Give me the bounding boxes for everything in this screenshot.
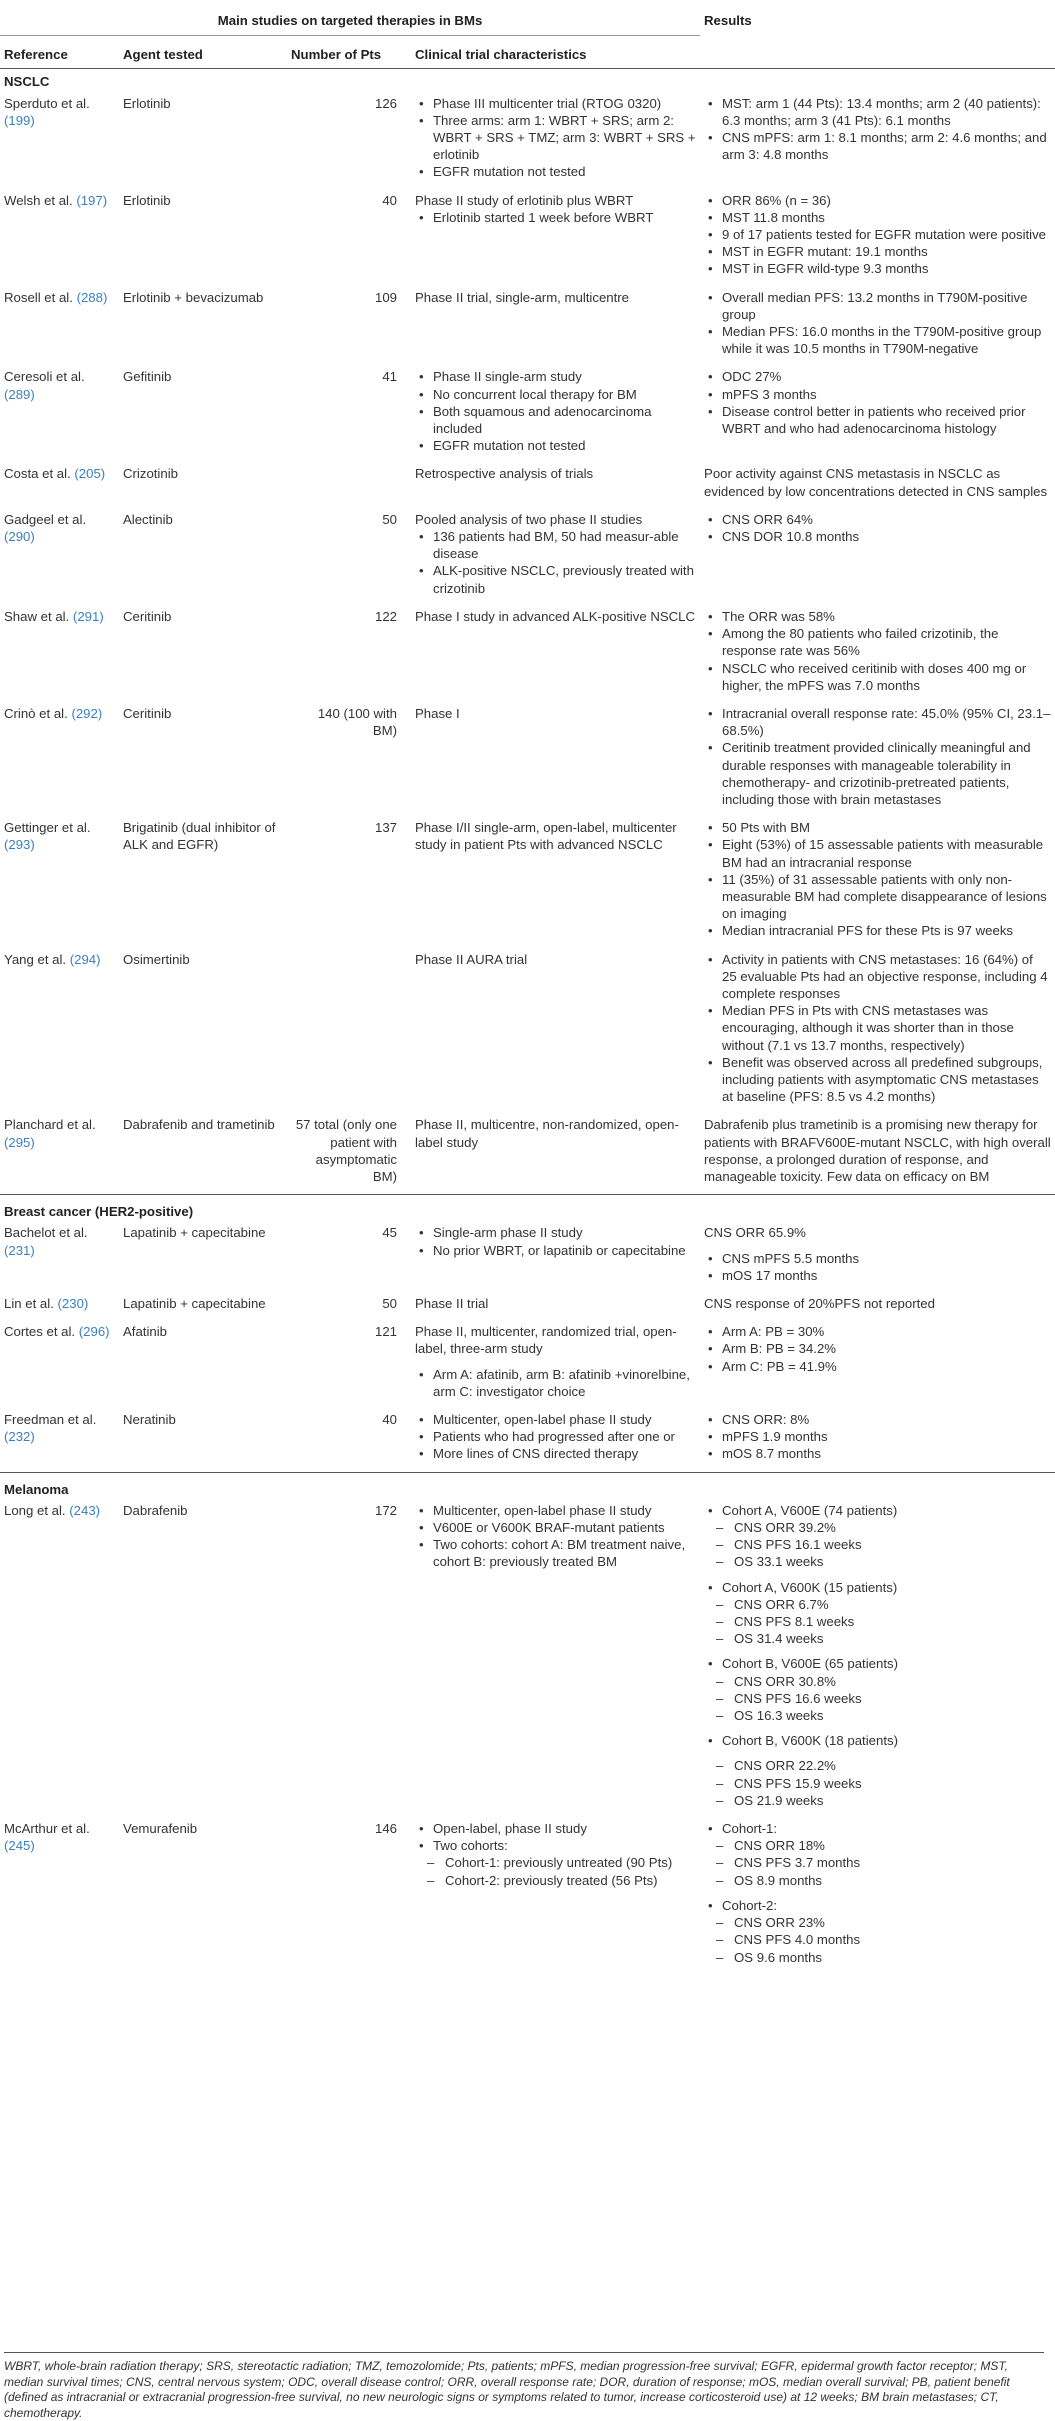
characteristics-list-text: Phase II AURA trial bbox=[415, 951, 528, 967]
cell-agent: Ceritinib bbox=[123, 705, 172, 721]
cell-results bbox=[700, 1222, 1055, 1293]
table-row bbox=[0, 949, 1055, 1115]
cell-reference bbox=[0, 463, 119, 508]
column-header-pts: Number of Pts bbox=[287, 36, 411, 69]
results-list bbox=[704, 1820, 1051, 1889]
bullet-item: • CNS mPFS: arm 1: 8.1 months; arm 2: 4.6 months; and arm 3: 4.8 months bbox=[704, 129, 1051, 163]
cell-number-of-pts: 172 bbox=[374, 1502, 397, 1518]
reference-author: Rosell et al. bbox=[4, 289, 73, 305]
dash-item: – CNS PFS 8.1 weeks bbox=[704, 1613, 1051, 1630]
cell-characteristics bbox=[411, 1114, 700, 1194]
reference-author: Costa et al. bbox=[4, 466, 71, 482]
characteristics-list-text: Phase II, multicenter, randomized trial, open-label, three-arm study bbox=[415, 1324, 677, 1357]
reference-citation-link[interactable]: (292) bbox=[71, 705, 103, 721]
reference-author: Welsh et al. bbox=[4, 192, 73, 208]
cell-results bbox=[700, 817, 1055, 948]
dash-item: – OS 31.4 weeks bbox=[704, 1630, 1051, 1647]
bullet-item: • EGFR mutation not tested bbox=[415, 163, 696, 180]
bullet-item: • Ceritinib treatment provided clinically meaningful and durable responses with manageable tolerability in chemotherapy- and crizotinib-pretreated patients, including those with brain metastases bbox=[704, 739, 1051, 808]
bullet-item: • Arm B: PB = 34.2% bbox=[704, 1340, 1051, 1357]
cell-characteristics bbox=[411, 93, 700, 190]
cell-number-of-pts: 40 bbox=[382, 1412, 397, 1428]
bullet-item: • CNS ORR 64% bbox=[704, 511, 1051, 528]
bullet-item: • Open-label, phase II study bbox=[415, 1820, 696, 1837]
cell-agent: Vemurafenib bbox=[123, 1821, 198, 1837]
cell-characteristics bbox=[411, 1222, 700, 1293]
cell-results bbox=[700, 190, 1055, 287]
cell-number-of-pts bbox=[287, 463, 411, 508]
cell-results bbox=[700, 1114, 1055, 1194]
bullet-item: • Benefit was observed across all predefined subgroups, including patients with asymptomatic CNS metastases at baseline (PFS: 8.5 vs 4.2 months) bbox=[704, 1054, 1051, 1106]
reference-citation-link[interactable]: (290) bbox=[4, 529, 35, 545]
cell-number-of-pts: 50 bbox=[382, 1296, 397, 1311]
reference-author: Lin et al. bbox=[4, 1296, 54, 1311]
bullet-item: • Cohort B, V600K (18 patients) bbox=[704, 1732, 1051, 1749]
bullet-item: • ODC 27% bbox=[704, 368, 1051, 385]
results-list bbox=[704, 1655, 1051, 1724]
bullet-item: • mOS 8.7 months bbox=[704, 1445, 1051, 1462]
bullet-item: • NSCLC who received ceritinib with doses 400 mg or higher, the mPFS was 7.0 months bbox=[704, 660, 1051, 694]
bullet-item: • Cohort B, V600E (65 patients) bbox=[704, 1655, 1051, 1672]
bullet-item: • Three arms: arm 1: WBRT + SRS; arm 2: WBRT + SRS + TMZ; arm 3: WBRT + SRS + erlotinib bbox=[415, 112, 696, 164]
reference-citation-link[interactable]: (293) bbox=[4, 837, 35, 853]
reference-author: Shaw et al. bbox=[4, 608, 70, 624]
dash-item: – CNS PFS 16.6 weeks bbox=[704, 1690, 1051, 1707]
column-header-reference: Reference bbox=[0, 36, 119, 69]
characteristics-list bbox=[415, 1224, 696, 1258]
bullet-item: • Patients who had progressed after one or bbox=[415, 1428, 696, 1445]
column-header-characteristics: Clinical trial characteristics bbox=[411, 36, 700, 69]
cell-results bbox=[700, 93, 1055, 190]
section-title: Melanoma bbox=[0, 1472, 1055, 1500]
results-list bbox=[704, 705, 1051, 808]
bullet-item: • CNS DOR 10.8 months bbox=[704, 528, 1051, 545]
bullet-item: • Among the 80 patients who failed crizotinib, the response rate was 56% bbox=[704, 625, 1051, 659]
cell-reference bbox=[0, 366, 119, 463]
dash-item: – Cohort-1: previously untreated (90 Pts) bbox=[415, 1854, 696, 1871]
cell-characteristics bbox=[411, 1409, 700, 1472]
cell-agent: Erlotinib bbox=[123, 192, 171, 208]
column-header-row bbox=[0, 36, 1055, 69]
cell-number-of-pts: 50 bbox=[382, 511, 397, 527]
bullet-item: • ORR 86% (n = 36) bbox=[704, 192, 1051, 209]
cell-reference bbox=[0, 287, 119, 367]
bullet-item: • Erlotinib started 1 week before WBRT bbox=[415, 209, 696, 226]
characteristics-list bbox=[415, 1366, 696, 1400]
cell-reference bbox=[0, 1818, 119, 1975]
cell-agent: Crizotinib bbox=[123, 466, 178, 482]
results-list bbox=[704, 95, 1051, 164]
cell-characteristics bbox=[411, 703, 700, 817]
reference-author: Cortes et al. bbox=[4, 1324, 76, 1340]
bullet-item: • Cohort-1: bbox=[704, 1820, 1051, 1837]
cell-agent: Lapatinib + capecitabine bbox=[123, 1225, 266, 1241]
reference-citation-link[interactable]: (289) bbox=[4, 386, 35, 402]
bullet-item: • Eight (53%) of 15 assessable patients with measurable BM had an intracranial response bbox=[704, 836, 1051, 870]
cell-number-of-pts bbox=[287, 949, 411, 1115]
cell-results bbox=[700, 1500, 1055, 1818]
results-list bbox=[704, 1323, 1051, 1375]
characteristics-list-text: Phase I bbox=[415, 705, 460, 721]
group-header-studies: Main studies on targeted therapies in BMs bbox=[0, 8, 700, 36]
dash-item: – CNS ORR 23% bbox=[704, 1914, 1051, 1931]
cell-reference bbox=[0, 190, 119, 287]
dash-item: – CNS PFS 4.0 months bbox=[704, 1931, 1051, 1948]
cell-agent: Erlotinib bbox=[123, 95, 171, 111]
bullet-item: • Phase II single-arm study bbox=[415, 368, 696, 385]
reference-author: Yang et al. bbox=[4, 951, 67, 967]
table-row bbox=[0, 1293, 1055, 1321]
dash-item: – CNS PFS 16.1 weeks bbox=[704, 1536, 1051, 1553]
cell-number-of-pts: 126 bbox=[374, 95, 397, 111]
cell-reference bbox=[0, 93, 119, 190]
list-gap bbox=[704, 1889, 1051, 1897]
cell-results bbox=[700, 606, 1055, 703]
cell-reference bbox=[0, 1114, 119, 1194]
reference-citation-link[interactable]: (232) bbox=[4, 1429, 35, 1445]
bullet-item: • More lines of CNS directed therapy bbox=[415, 1445, 696, 1462]
table-body bbox=[0, 69, 1055, 1975]
cell-characteristics bbox=[411, 817, 700, 948]
list-gap bbox=[704, 1242, 1051, 1250]
cell-characteristics bbox=[411, 1293, 700, 1321]
characteristics-list bbox=[415, 1820, 696, 1889]
reference-citation-link[interactable]: (294) bbox=[69, 951, 101, 967]
results-list-text: Dabrafenib plus trametinib is a promising new therapy for patients with BRAFV600E-mutant NSCLC, with high overall response, a prolonged duration of response, and manageable toxicity. Few data on efficacy on BM bbox=[704, 1117, 1051, 1184]
cell-characteristics bbox=[411, 606, 700, 703]
bullet-item: • mPFS 3 months bbox=[704, 386, 1051, 403]
results-list bbox=[704, 1502, 1051, 1571]
characteristics-list-text: Retrospective analysis of trials bbox=[415, 466, 594, 482]
bullet-item: • CNS mPFS 5.5 months bbox=[704, 1250, 1051, 1267]
table-row bbox=[0, 1222, 1055, 1293]
bullet-item: • ALK-positive NSCLC, previously treated with crizotinib bbox=[415, 562, 696, 596]
dash-item: – OS 21.9 weeks bbox=[704, 1792, 1051, 1809]
reference-author: Sperduto et al. bbox=[4, 95, 90, 111]
cell-characteristics bbox=[411, 366, 700, 463]
characteristics-list bbox=[415, 95, 696, 181]
list-gap bbox=[704, 1724, 1051, 1732]
reference-author: Freedman et al. bbox=[4, 1412, 97, 1428]
column-header-results bbox=[700, 36, 1055, 69]
results-list bbox=[704, 1250, 1051, 1284]
characteristics-list-text: Phase I study in advanced ALK-positive NSCLC bbox=[415, 608, 696, 624]
results-list bbox=[704, 368, 1051, 437]
cell-agent: Neratinib bbox=[123, 1412, 176, 1428]
results-list bbox=[704, 951, 1051, 1106]
cell-results bbox=[700, 463, 1055, 508]
cell-agent: Dabrafenib bbox=[123, 1502, 188, 1518]
results-list bbox=[704, 511, 1051, 545]
section-title: NSCLC bbox=[4, 74, 50, 90]
bullet-item: • 136 patients had BM, 50 had measur-able disease bbox=[415, 528, 696, 562]
reference-citation-link[interactable]: (231) bbox=[4, 1242, 35, 1258]
characteristics-list-text: Phase II study of erlotinib plus WBRT bbox=[415, 192, 634, 208]
dash-item: – CNS ORR 30.8% bbox=[704, 1673, 1051, 1690]
cell-results bbox=[700, 1818, 1055, 1975]
reference-citation-link[interactable]: (295) bbox=[4, 1134, 35, 1150]
cell-agent: Afatinib bbox=[123, 1324, 167, 1340]
table-row bbox=[0, 190, 1055, 287]
bullet-item: • Multicenter, open-label phase II study bbox=[415, 1411, 696, 1428]
bullet-item: • Median PFS: 16.0 months in the T790M-positive group while it was 10.5 months in T790M-negative bbox=[704, 323, 1051, 357]
results-list bbox=[704, 1579, 1051, 1648]
table-row bbox=[0, 606, 1055, 703]
cell-characteristics bbox=[411, 463, 700, 508]
group-header-results: Results bbox=[704, 13, 752, 29]
cell-results bbox=[700, 366, 1055, 463]
dash-item: – CNS PFS 15.9 weeks bbox=[704, 1775, 1051, 1792]
results-list-text: Poor activity against CNS metastasis in NSCLC as evidenced by low concentrations detected in CNS samples bbox=[704, 466, 1048, 499]
section-header-row bbox=[0, 1195, 1055, 1223]
reference-author: Long et al. bbox=[4, 1502, 66, 1518]
bullet-item: • 11 (35%) of 31 assessable patients with only non-measurable BM had complete disappearance of lesions on imaging bbox=[704, 871, 1051, 923]
cell-reference bbox=[0, 1500, 119, 1818]
bullet-item: • Cohort A, V600E (74 patients) bbox=[704, 1502, 1051, 1519]
cell-reference bbox=[0, 1222, 119, 1293]
cell-agent: Dabrafenib and trametinib bbox=[123, 1117, 275, 1133]
dash-item: – OS 16.3 weeks bbox=[704, 1707, 1051, 1724]
bullet-item: • Arm A: PB = 30% bbox=[704, 1323, 1051, 1340]
table-row bbox=[0, 463, 1055, 508]
table-row bbox=[0, 1500, 1055, 1818]
bullet-item: • Multicenter, open-label phase II study bbox=[415, 1502, 696, 1519]
cell-agent: Osimertinib bbox=[123, 951, 190, 967]
table-row bbox=[0, 1114, 1055, 1194]
bullet-item: • MST in EGFR wild-type 9.3 months bbox=[704, 260, 1051, 277]
cell-results bbox=[700, 1293, 1055, 1321]
table-row bbox=[0, 1321, 1055, 1409]
cell-results bbox=[700, 703, 1055, 817]
cell-results bbox=[700, 949, 1055, 1115]
cell-characteristics bbox=[411, 1500, 700, 1818]
list-gap bbox=[704, 1647, 1051, 1655]
section-title: Breast cancer (HER2-positive) bbox=[0, 1195, 1055, 1223]
list-gap bbox=[704, 1571, 1051, 1579]
dash-item: – CNS PFS 3.7 months bbox=[704, 1854, 1051, 1871]
characteristics-list bbox=[415, 368, 696, 454]
cell-number-of-pts: 41 bbox=[382, 369, 397, 385]
cell-reference bbox=[0, 1293, 119, 1321]
cell-number-of-pts: 140 (100 with BM) bbox=[317, 705, 397, 739]
section-header-row bbox=[0, 69, 1055, 93]
bullet-item: • Median intracranial PFS for these Pts is 97 weeks bbox=[704, 922, 1051, 939]
cell-agent: Ceritinib bbox=[123, 608, 172, 624]
cell-reference bbox=[0, 606, 119, 703]
bullet-item: • Disease control better in patients who received prior WBRT and who had adenocarcinoma histology bbox=[704, 403, 1051, 437]
bullet-item: • 9 of 17 patients tested for EGFR mutation were positive bbox=[704, 226, 1051, 243]
table-row bbox=[0, 817, 1055, 948]
footnote-text: WBRT, whole-brain radiation therapy; SRS, stereotactic radiation; TMZ, temozolomide; Pts, patients; mPFS, median progression-free survival; EGFR, epidermal growth factor receptor; MST, median survival times; CNS, central nervous system; ODC, overall disease control; ORR, overall response rate; DOR, duration of response; mOS, median overall survival; PB, patient benefit (defined as intracranial or extracranial progression-free survival, no new neurologic signs or symptoms related to tumor, increase corticosteroid use) at 12 weeks; BM brain metastases; CT, chemotherapy. bbox=[4, 2359, 1010, 2420]
list-gap bbox=[704, 1749, 1051, 1757]
dash-item: – CNS ORR 39.2% bbox=[704, 1519, 1051, 1536]
reference-citation-link[interactable]: (199) bbox=[4, 112, 35, 128]
characteristics-list-text: Phase II, multicentre, non-randomized, open-label study bbox=[415, 1117, 679, 1150]
characteristics-list-text: Pooled analysis of two phase II studies bbox=[415, 511, 643, 527]
cell-agent: Erlotinib + bevacizumab bbox=[123, 289, 264, 305]
results-list bbox=[704, 1897, 1051, 1966]
results-list bbox=[704, 608, 1051, 694]
cell-reference bbox=[0, 817, 119, 948]
cell-results bbox=[700, 509, 1055, 606]
characteristics-list-text: Phase II trial bbox=[415, 1296, 489, 1311]
cell-characteristics bbox=[411, 287, 700, 367]
dash-item: – OS 8.9 months bbox=[704, 1872, 1051, 1889]
dash-item: – CNS ORR 18% bbox=[704, 1837, 1051, 1854]
cell-number-of-pts: 146 bbox=[374, 1821, 397, 1837]
dash-item: – CNS ORR 22.2% bbox=[704, 1757, 1051, 1774]
results-list-text: CNS ORR 65.9% bbox=[704, 1225, 806, 1241]
cell-agent: Brigatinib (dual inhibitor of ALK and EGFR) bbox=[123, 820, 276, 853]
reference-author: Ceresoli et al. bbox=[4, 369, 85, 385]
table-row bbox=[0, 1818, 1055, 1975]
dash-item: – Cohort-2: previously treated (56 Pts) bbox=[415, 1872, 696, 1889]
reference-citation-link[interactable]: (296) bbox=[78, 1324, 110, 1340]
group-header-row bbox=[0, 8, 1055, 36]
results-list bbox=[704, 1411, 1051, 1463]
table-row bbox=[0, 1409, 1055, 1472]
bullet-item: • Median PFS in Pts with CNS metastases was encouraging, although it was shorter than in those without (7.1 vs 13.7 months, respectively) bbox=[704, 1002, 1051, 1054]
bullet-item: • 50 Pts with BM bbox=[704, 819, 1051, 836]
table-row bbox=[0, 93, 1055, 190]
cell-characteristics bbox=[411, 949, 700, 1115]
cell-agent: Lapatinib + capecitabine bbox=[123, 1296, 266, 1311]
cell-results bbox=[700, 1409, 1055, 1472]
characteristics-list-text: Phase I/II single-arm, open-label, multicenter study in patient Pts with advanced NSCLC bbox=[415, 820, 677, 853]
cell-reference bbox=[0, 509, 119, 606]
cell-number-of-pts: 137 bbox=[374, 820, 397, 836]
reference-citation-link[interactable]: (288) bbox=[76, 289, 108, 305]
cell-agent: Alectinib bbox=[123, 511, 173, 527]
section-header-row bbox=[0, 1472, 1055, 1500]
bullet-item: • Single-arm phase II study bbox=[415, 1224, 696, 1241]
bullet-item: • MST 11.8 months bbox=[704, 209, 1051, 226]
cell-reference bbox=[0, 949, 119, 1115]
bullet-item: • Intracranial overall response rate: 45.0% (95% CI, 23.1–68.5%) bbox=[704, 705, 1051, 739]
bullet-item: • CNS ORR: 8% bbox=[704, 1411, 1051, 1428]
results-list bbox=[704, 289, 1051, 358]
reference-citation-link[interactable]: (205) bbox=[74, 466, 106, 482]
table-row bbox=[0, 509, 1055, 606]
bullet-item: • Overall median PFS: 13.2 months in T790M-positive group bbox=[704, 289, 1051, 323]
bullet-item: • Arm C: PB = 41.9% bbox=[704, 1358, 1051, 1375]
bullet-item: • No concurrent local therapy for BM bbox=[415, 386, 696, 403]
reference-citation-link[interactable]: (243) bbox=[69, 1502, 101, 1518]
bullet-item: • Two cohorts: cohort A: BM treatment naive, cohort B: previously treated BM bbox=[415, 1536, 696, 1570]
bullet-item: • V600E or V600K BRAF-mutant patients bbox=[415, 1519, 696, 1536]
cell-results bbox=[700, 287, 1055, 367]
dash-item: – OS 33.1 weeks bbox=[704, 1553, 1051, 1570]
cell-characteristics bbox=[411, 509, 700, 606]
reference-author: Planchard et al. bbox=[4, 1117, 96, 1133]
characteristics-list bbox=[415, 1502, 696, 1571]
table-row bbox=[0, 287, 1055, 367]
characteristics-list bbox=[415, 1411, 696, 1463]
reference-citation-link[interactable]: (230) bbox=[57, 1296, 89, 1311]
characteristics-list bbox=[415, 209, 696, 226]
cell-number-of-pts: 40 bbox=[382, 192, 397, 208]
cell-characteristics bbox=[411, 190, 700, 287]
table-row bbox=[0, 366, 1055, 463]
reference-citation-link[interactable]: (197) bbox=[76, 192, 108, 208]
bullet-item: • mPFS 1.9 months bbox=[704, 1428, 1051, 1445]
cell-characteristics bbox=[411, 1321, 700, 1409]
cell-number-of-pts: 109 bbox=[374, 289, 397, 305]
results-list bbox=[704, 1757, 1051, 1809]
characteristics-list-text: Phase II trial, single-arm, multicentre bbox=[415, 289, 630, 305]
list-gap bbox=[415, 1358, 696, 1366]
bullet-item: • Arm A: afatinib, arm B: afatinib +vinorelbine, arm C: investigator choice bbox=[415, 1366, 696, 1400]
cell-number-of-pts: 121 bbox=[374, 1324, 397, 1340]
bullet-item: • mOS 17 months bbox=[704, 1267, 1051, 1284]
cell-reference bbox=[0, 1409, 119, 1472]
bullet-item: • Both squamous and adenocarcinoma included bbox=[415, 403, 696, 437]
therapies-table bbox=[0, 8, 1055, 1975]
cell-reference bbox=[0, 703, 119, 817]
footnote bbox=[4, 2352, 1044, 2421]
bullet-item: • Phase III multicenter trial (RTOG 0320) bbox=[415, 95, 696, 112]
bullet-item: • EGFR mutation not tested bbox=[415, 437, 696, 454]
results-list-text: CNS response of 20%PFS not reported bbox=[704, 1296, 935, 1311]
reference-author: Bachelot et al. bbox=[4, 1225, 88, 1241]
results-list bbox=[704, 819, 1051, 939]
bullet-item: • Cohort-2: bbox=[704, 1897, 1051, 1914]
results-list bbox=[704, 1732, 1051, 1749]
reference-author: McArthur et al. bbox=[4, 1821, 90, 1837]
results-list bbox=[704, 192, 1051, 278]
reference-author: Crinò et al. bbox=[4, 705, 68, 721]
cell-number-of-pts: 57 total (only one patient with asymptomatic BM) bbox=[295, 1117, 397, 1184]
bullet-item: • Activity in patients with CNS metastases: 16 (64%) of 25 evaluable Pts had an objective response, including 4 complete responses bbox=[704, 951, 1051, 1003]
bullet-item: • Two cohorts: bbox=[415, 1837, 696, 1854]
bullet-item: • MST in EGFR mutant: 19.1 months bbox=[704, 243, 1051, 260]
cell-reference bbox=[0, 1321, 119, 1409]
bullet-item: • The ORR was 58% bbox=[704, 608, 1051, 625]
bullet-item: • No prior WBRT, or lapatinib or capecitabine bbox=[415, 1242, 696, 1259]
table-row bbox=[0, 703, 1055, 817]
characteristics-list bbox=[415, 528, 696, 597]
reference-author: Gadgeel et al. bbox=[4, 511, 87, 527]
cell-characteristics bbox=[411, 1818, 700, 1975]
column-header-agent: Agent tested bbox=[119, 36, 287, 69]
bullet-item: • MST: arm 1 (44 Pts): 13.4 months; arm 2 (40 patients): 6.3 months; arm 3 (41 Pts): 6.1 months bbox=[704, 95, 1051, 129]
reference-author: Gettinger et al. bbox=[4, 820, 91, 836]
dash-item: – CNS ORR 6.7% bbox=[704, 1596, 1051, 1613]
reference-citation-link[interactable]: (245) bbox=[4, 1838, 35, 1854]
bullet-item: • Cohort A, V600K (15 patients) bbox=[704, 1579, 1051, 1596]
cell-agent: Gefitinib bbox=[123, 369, 172, 385]
reference-citation-link[interactable]: (291) bbox=[72, 608, 104, 624]
cell-results bbox=[700, 1321, 1055, 1409]
cell-number-of-pts: 122 bbox=[374, 608, 397, 624]
cell-number-of-pts: 45 bbox=[382, 1225, 397, 1241]
dash-item: – OS 9.6 months bbox=[704, 1949, 1051, 1966]
